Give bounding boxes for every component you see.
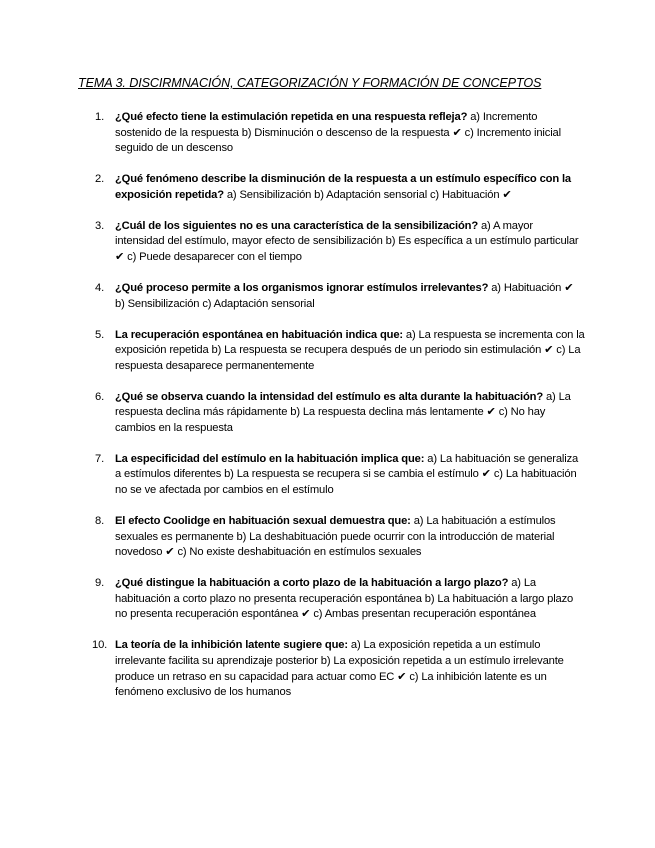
question-answers: a) La habituación a corto plazo no presenta recuperación espontánea b) La habituación a largo plazo no presenta recuperación espontánea ✔ c) Ambas presentan recuperación espontánea [115,577,574,621]
question-text [115,173,571,201]
question-item-1 [0,110,585,157]
question-prompt: La recuperación espontánea en habituación indica que: [115,328,403,341]
question-list [0,110,655,716]
question-prompt: ¿Qué efecto tiene la estimulación repetida en una respuesta refleja? [115,111,468,123]
question-text [115,391,571,434]
question-prompt: ¿Cuál de los siguientes no es una característica de la sensibilización? [115,219,479,232]
question-number: 5. [95,328,105,341]
question-item-9 [0,576,585,623]
question-text [115,111,561,154]
question-prompt: ¿Qué se observa cuando la intensidad del estímulo es alta durante la habituación? [115,390,543,403]
question-item-4 [0,281,585,312]
question-number: 8. [95,515,105,528]
question-answers: a) La exposición repetida a un estímulo irrelevante facilita su aprendizaje posterior b) La exposición repetida a un estímulo irrelevante produce un retraso en su capacidad para actuar como EC ✔ c) La inhibición latente es un fenómeno exclusivo de los humanos [115,639,564,699]
question-prompt: ¿Qué proceso permite a los organismos ignorar estímulos irrelevantes? [115,281,489,294]
question-text [115,639,564,698]
question-number: 6. [95,390,105,403]
question-answers: a) Habituación ✔ b) Sensibilización c) Adaptación sensorial [115,281,574,310]
question-answers: a) Sensibilización b) Adaptación sensorial c) Habituación ✔ [223,188,512,201]
question-text [115,453,578,496]
question-answers: a) La respuesta declina más rápidamente b) La respuesta declina más lentamente ✔ c) No hay cambios en la respuesta [115,390,571,434]
question-number: 9. [95,577,105,590]
question-number: 10. [92,639,108,652]
question-number: 4. [95,281,105,294]
question-item-6 [0,390,585,437]
question-number: 3. [95,219,105,232]
question-item-2 [0,172,585,203]
question-answers: a) La habituación a estímulos sexuales es permanente b) La deshabituación puede ocurrir con la introducción de material novedoso ✔ c) No existe deshabituación en estímulos sexuales [115,515,556,559]
question-answers: a) Incremento sostenido de la respuesta b) Disminución o descenso de la respuesta ✔ c) Incremento inicial seguido de un descenso [115,111,561,155]
question-number: 1. [95,111,105,123]
question-number: 7. [95,452,105,465]
question-text [115,282,573,310]
question-answers: a) La habituación se generaliza a estímulos diferentes b) La respuesta se recupera si se cambia el estímulo ✔ c) La habituación no se ve afectada por cambios en el estímulo [115,452,579,497]
question-item-5 [0,328,585,375]
question-item-8 [0,514,585,561]
question-prompt: ¿Qué fenómeno describe la disminución de la respuesta a un estímulo específico con la exposición repetida? [115,173,572,201]
question-text [115,515,556,558]
question-prompt: La especificidad del estímulo en la habituación implica que: [115,452,425,465]
question-item-10 [0,638,585,700]
question-prompt: ¿Qué distingue la habituación a corto plazo de la habituación a largo plazo? [115,577,509,590]
question-text [115,220,579,263]
question-answers: a) La respuesta se incrementa con la exposición repetida b) La respuesta se recupera después de un periodo sin estimulación ✔ c) La respuesta desaparece permanentemente [115,328,585,372]
question-answers: a) A mayor intensidad del estímulo, mayor efecto de sensibilización b) Es específica a un estímulo particular ✔ c) Puede desaparecer con el tiempo [115,219,579,263]
document-title: TEMA 3. DISCIRMNACIÓN, CATEGORIZACIÓN Y FORMACIÓN DE CONCEPTOS [78,76,542,90]
question-prompt: La teoría de la inhibición latente sugiere que: [115,639,348,652]
question-prompt: El efecto Coolidge en habituación sexual demuestra que: [115,515,411,528]
question-item-3 [0,219,585,266]
question-item-7 [0,452,585,499]
question-text [115,329,585,372]
question-number: 2. [95,173,105,186]
question-text [115,577,573,620]
